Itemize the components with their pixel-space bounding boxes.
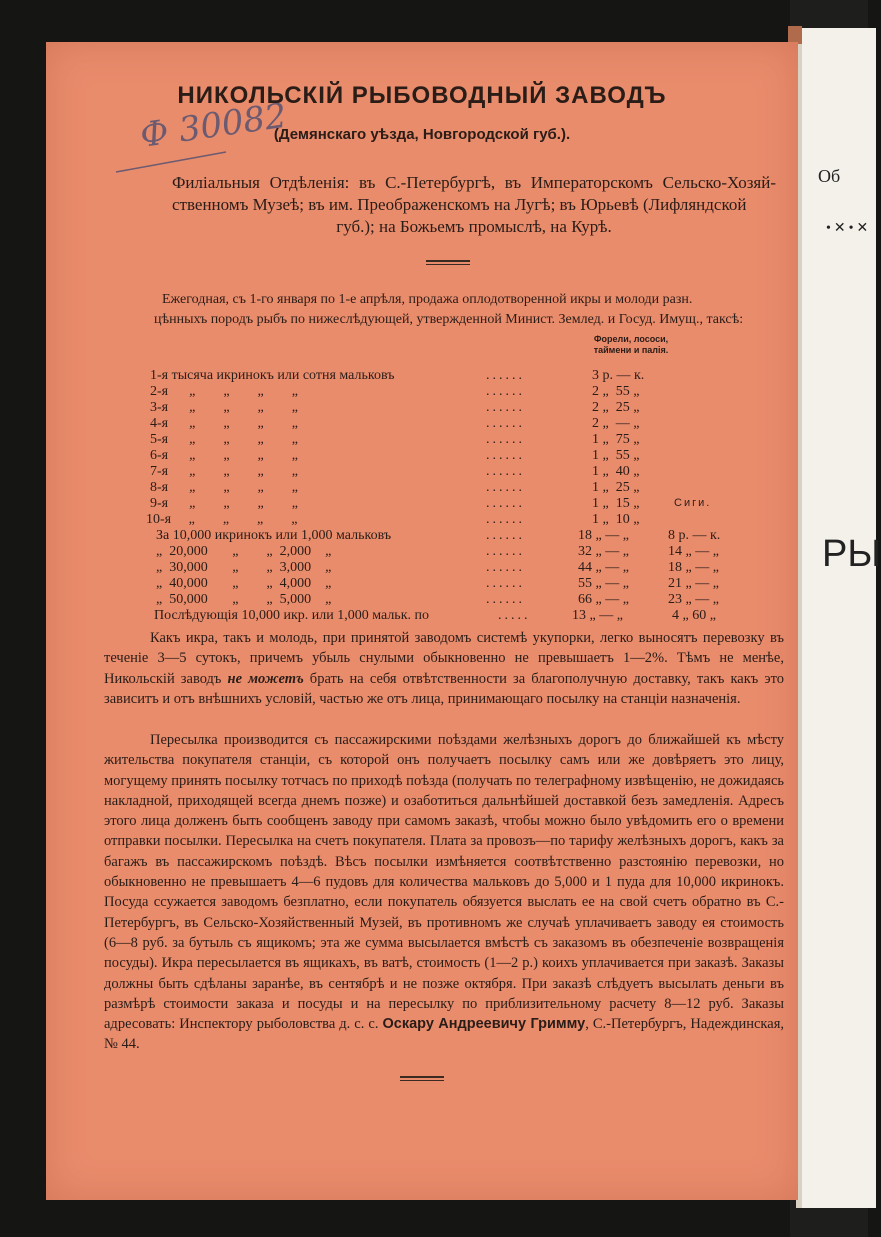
paragraph-text: брать на себя отвѣтственности за благополучную доставку, такъ какъ это зависитъ и отъ внѣшнихъ условій, частью же отъ лица, принимающаго посылку на станціи назначенія. xyxy=(104,670,784,707)
row-label: 7-я „ „ „ „ xyxy=(150,464,298,479)
row-price-trout: 32 „ — „ xyxy=(578,544,629,559)
table-row xyxy=(46,448,798,464)
row-dots: ...... xyxy=(486,592,525,607)
table-row xyxy=(46,608,798,624)
adjacent-page-ornament: •✕•✕ xyxy=(826,221,872,236)
row-price-trout: 1 „ 25 „ xyxy=(592,480,640,495)
row-dots: ...... xyxy=(486,464,525,479)
adjacent-page-heading: РЫ xyxy=(822,533,881,575)
row-price-trout: 44 „ — „ xyxy=(578,560,629,575)
row-price-whitefish: 18 „ — „ xyxy=(668,560,719,575)
row-label: 4-я „ „ „ „ xyxy=(150,416,298,431)
row-label: 2-я „ „ „ „ xyxy=(150,384,298,399)
row-label: 1-я тысяча икринокъ или сотня мальковъ xyxy=(150,368,395,383)
row-price-whitefish: 21 „ — „ xyxy=(668,576,719,591)
row-dots: ...... xyxy=(486,432,525,447)
row-price-whitefish: 8 р. — к. xyxy=(668,528,721,543)
row-price-trout: 1 „ 40 „ xyxy=(592,464,640,479)
row-price-trout: 13 „ — „ xyxy=(572,608,623,623)
row-label: 5-я „ „ „ „ xyxy=(150,432,298,447)
adjacent-page-fragment: Об xyxy=(818,166,841,186)
table-row xyxy=(46,512,798,528)
table-row xyxy=(46,384,798,400)
ornamental-divider xyxy=(400,1076,444,1078)
row-dots: ...... xyxy=(486,560,525,575)
row-price-trout: 2 „ — „ xyxy=(592,416,640,431)
delivery-paragraph xyxy=(104,628,784,709)
paragraph-text: Какъ икра, такъ и молодь, при принятой заводомъ системѣ укупорки, легко выносятъ перевозку въ теченіе 3—5 сутокъ, причемъ убыль снулыми обыкновенно не превышаетъ 1—2%. Тѣмъ не менѣе, Никольскій заводъ xyxy=(104,630,784,687)
row-price-trout: 66 „ — „ xyxy=(578,592,629,607)
row-dots: ...... xyxy=(486,512,525,527)
handwritten-number: Ф 30082 xyxy=(137,95,290,156)
row-dots: ...... xyxy=(486,448,525,463)
row-price-whitefish: 14 „ — „ xyxy=(668,544,719,559)
row-dots: ...... xyxy=(486,384,525,399)
branches-line: губ.); на Божьемъ промыслѣ, на Курѣ. xyxy=(336,217,612,236)
row-dots: ...... xyxy=(486,496,525,511)
row-dots: ..... xyxy=(498,608,531,623)
table-row xyxy=(46,560,798,576)
row-dots: ...... xyxy=(486,480,525,495)
table-row xyxy=(46,400,798,416)
column-header-trout xyxy=(586,334,676,356)
row-dots: ...... xyxy=(486,400,525,415)
row-price-trout: 1 „ 15 „ xyxy=(592,496,640,511)
row-price-trout: 55 „ — „ xyxy=(578,576,629,591)
table-row xyxy=(46,480,798,496)
row-price-trout: 3 р. — к. xyxy=(592,368,645,383)
shipping-paragraph xyxy=(104,730,784,1055)
row-label: 9-я „ „ „ „ xyxy=(150,496,298,511)
table-row xyxy=(46,592,798,608)
row-price-trout: 2 „ 25 „ xyxy=(592,400,640,415)
inspector-name: Оскару Андреевичу Гримму xyxy=(382,1016,586,1033)
row-price-whitefish: 4 „ 60 „ xyxy=(672,608,716,623)
table-row xyxy=(46,544,798,560)
row-label: „ 40,000 „ „ 4,000 „ xyxy=(156,576,332,591)
column-header-whitefish: Сиги. xyxy=(674,497,712,509)
row-label: 10-я „ „ „ „ xyxy=(146,512,298,527)
table-row xyxy=(46,416,798,432)
table-row xyxy=(46,432,798,448)
row-label: За 10,000 икринокъ или 1,000 мальковъ xyxy=(156,528,392,543)
row-label: „ 50,000 „ „ 5,000 „ xyxy=(156,592,332,607)
intro-line: Ежегодная, съ 1-го января по 1-е апрѣля, продажа оплодотворенной икры и молоди разн. xyxy=(162,292,693,307)
column-header-line: Форели, лососи, xyxy=(593,334,669,344)
row-label: 6-я „ „ „ „ xyxy=(150,448,298,463)
ornamental-divider xyxy=(400,1080,444,1081)
document-subtitle: (Демянскаго уѣзда, Новгородской губ.). xyxy=(273,126,571,143)
row-dots: ...... xyxy=(486,528,525,543)
emphasis-text: не можетъ xyxy=(227,670,304,687)
row-label: „ 20,000 „ „ 2,000 „ xyxy=(156,544,332,559)
document-title: НИКОЛЬСКІЙ РЫБОВОДНЫЙ ЗАВОДЪ xyxy=(177,82,667,109)
table-row xyxy=(46,368,798,384)
ornamental-divider xyxy=(426,264,470,265)
table-row xyxy=(46,464,798,480)
row-price-trout: 1 „ 10 „ xyxy=(592,512,640,527)
row-label: 8-я „ „ „ „ xyxy=(150,480,298,495)
intro-line: цѣнныхъ породъ рыбъ по нижеслѣдующей, утвержденной Минист. Землед. и Госуд. Имущ., таксѣ: xyxy=(154,312,744,327)
paragraph-text: , С.-Петербургъ, Надеждинская, № 44. xyxy=(104,1016,784,1053)
column-header-line: таймени и палія. xyxy=(593,345,669,355)
row-label: „ 30,000 „ „ 3,000 „ xyxy=(156,560,332,575)
row-label: 3-я „ „ „ „ xyxy=(150,400,298,415)
row-price-whitefish: 23 „ — „ xyxy=(668,592,719,607)
table-row xyxy=(46,528,798,544)
row-price-trout: 18 „ — „ xyxy=(578,528,629,543)
row-dots: ...... xyxy=(486,416,525,431)
row-dots: ...... xyxy=(486,576,525,591)
row-dots: ...... xyxy=(486,544,525,559)
adjacent-page xyxy=(796,28,881,1208)
row-dots: ...... xyxy=(486,368,525,383)
row-price-trout: 2 „ 55 „ xyxy=(592,384,640,399)
row-price-trout: 1 „ 75 „ xyxy=(592,432,640,447)
branches-line: ственномъ Музеѣ; въ им. Преображенскомъ на Лугѣ; въ Юрьевѣ (Лифляндской xyxy=(172,195,747,214)
intro-paragraph xyxy=(154,290,790,330)
table-row xyxy=(46,496,798,512)
leaflet-sheet xyxy=(46,42,798,1200)
table-row xyxy=(46,576,798,592)
ornamental-divider xyxy=(426,260,470,262)
row-label: Послѣдующія 10,000 икр. или 1,000 мальк. по xyxy=(154,608,429,623)
branches-paragraph xyxy=(172,172,776,238)
branches-line: Филіальныя Отдѣленія: въ С.-Петербургѣ, въ Императорскомъ Сельско-Хозяй- xyxy=(172,173,776,192)
paragraph-text: Пересылка производится съ пассажирскими поѣздами желѣзныхъ дорогъ до ближайшей къ мѣсту жительства покупателя станціи, съ которой онъ получаетъ посылку самъ или же довѣряетъ это лицу, могущему принять посылку тотчасъ по приходѣ поѣзда (получать по телеграфному извѣщенію, не дожидаясь накладной, приходящей всегда днемъ позже) и озаботиться дальнѣйшей доставкой безъ замедленія. Адресъ этого лица долженъ быть сообщенъ заводу при самомъ заказѣ, чтобы можно было увѣдомить его о времени отправки посылки. Пересылка на счетъ покупателя. Плата за провозъ—по тарифу желѣзныхъ дорогъ, какъ за багажъ въ пассажирскомъ поѣздѣ. Вѣсъ посылки измѣняется соотвѣтственно разстоянію перевозки, но обыкновенно не превышаетъ 4—6 пудовъ для количества мальковъ до 5,000 и 1 пуда для 10,000 икринокъ. Посуда ссужается заводомъ безплатно, если покупатель обязуется выслать ее на свой счетъ обратно въ С.-Петербургъ, въ Сельско-Хозяйственный Музей, въ противномъ же случаѣ уплачиваетъ заводу ея стоимость (6—8 руб. за бутыль съ ящикомъ; эта же сумма высылается вмѣстѣ съ заказомъ въ обезпеченіе возвращенія посуды). Икра пересылается въ ящикахъ, въ ватѣ, стоимость (1—2 р.) коихъ уплачивается при заказѣ. Заказы должны быть сдѣланы заранѣе, въ сентябрѣ и не позже октября. При заказѣ слѣдуетъ высылать деньги въ размѣрѣ стоимости заказа и посуды и на пересылку по приблизительному расчету 8—12 руб. Заказы адресовать: Инспектору рыболовства д. с. с. xyxy=(104,732,784,1033)
row-price-trout: 1 „ 55 „ xyxy=(592,448,640,463)
